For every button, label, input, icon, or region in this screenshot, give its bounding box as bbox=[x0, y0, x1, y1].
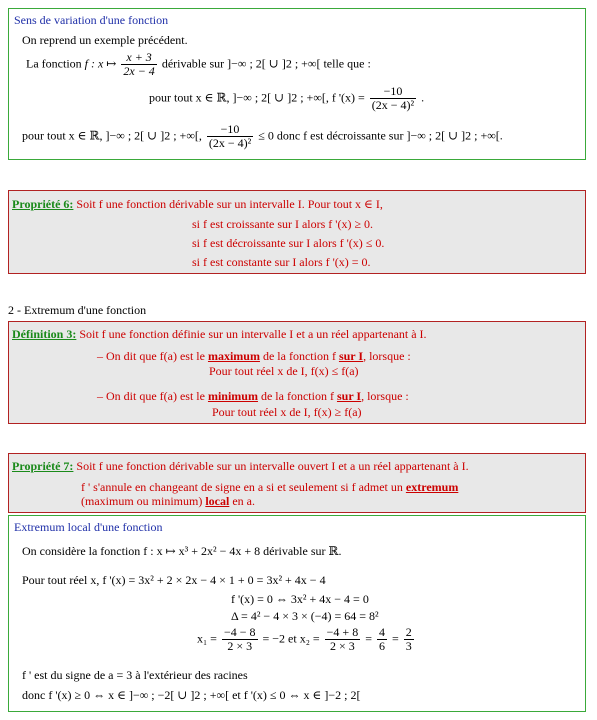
maximum-definition: – On dit que f(a) est le maximum de la fonction f sur I, lorsque : bbox=[97, 349, 411, 363]
property-7-box bbox=[8, 453, 586, 513]
property-6-item: si f est décroissante sur I alors f '(x) ≤ 0. bbox=[192, 236, 385, 250]
roots-line: x₁ = $\frac{-4 - 8}{2 \times 3}$ = −2 et x₂ = $\frac{-4 + 8}{2 \times 3}$ = $\frac{4}{6}$ = $\frac{2}{3}$ bbox=[197, 625, 412, 653]
section-2-title: 2 - Extremum d'une fonction bbox=[8, 303, 147, 317]
variation-section bbox=[8, 8, 586, 160]
property-6-item: si f est croissante sur I alors f '(x) ≥ 0. bbox=[192, 217, 374, 231]
property-7-statement: f ' s'annule en changeant de signe en a si et seulement si f admet un extremum bbox=[81, 480, 459, 494]
section-title: Extremum local d'une fonction bbox=[14, 520, 163, 534]
property-6-header: Propriété 6: Soit f une fonction dérivable sur un intervalle I. Pour tout x ∈ I, bbox=[12, 197, 383, 211]
definition-3-box bbox=[8, 321, 586, 424]
minimum-definition: – On dit que f(a) est le minimum de la fonction f sur I, lorsque : bbox=[97, 389, 409, 403]
property-6-item: si f est constante sur I alors f '(x) = 0. bbox=[192, 255, 371, 269]
property-7-statement-cont: (maximum ou minimum) local en a. bbox=[81, 494, 255, 508]
function-definition: La fonction f : x ↦ $\frac{x + 3}{2x - 4}$ dérivable sur ]−∞ ; 2[ ∪ ]2 ; +∞[ telle que : bbox=[26, 50, 371, 78]
derivative-line: pour tout x ∈ ℝ, ]−∞ ; 2[ ∪ ]2 ; +∞[, f '(x) = $\frac{-10}{\text{(2x − 4)²}}$ . bbox=[149, 84, 425, 112]
property-6-box bbox=[8, 190, 586, 274]
equation-line: f '(x) = 0 ⇔ 3x² + 4x − 4 = 0 bbox=[231, 592, 369, 606]
sign-conclusion: donc f '(x) ≥ 0 ⇔ x ∈ ]−∞ ; −2[ ∪ ]2 ; +∞[ et f '(x) ≤ 0 ⇔ x ∈ ]−2 ; 2[ bbox=[22, 688, 361, 702]
derivative-calc: Pour tout réel x, f '(x) = 3x² + 2 × 2x − 4 × 1 + 0 = 3x² + 4x − 4 bbox=[22, 573, 326, 587]
local-extremum-section bbox=[8, 515, 586, 712]
discriminant-line: Δ = 4² − 4 × 3 × (−4) = 64 = 8² bbox=[231, 609, 379, 623]
function-statement: On considère la fonction f : x ↦ x³ + 2x² − 4x + 8 dérivable sur ℝ. bbox=[22, 544, 342, 558]
sign-statement: f ' est du signe de a = 3 à l'extérieur des racines bbox=[22, 668, 248, 682]
conclusion-line: pour tout x ∈ ℝ, ]−∞ ; 2[ ∪ ]2 ; +∞[, $\frac{-10}{\text{(2x − 4)²}}$ ≤ 0 donc f est décroissante sur ]−∞ ; 2[ ∪ ]2 ; +∞[. bbox=[22, 122, 503, 150]
intro-text: On reprend un exemple précédent. bbox=[22, 33, 188, 47]
section-title: Sens de variation d'une fonction bbox=[14, 13, 169, 27]
maximum-condition: Pour tout réel x de I, f(x) ≤ f(a) bbox=[209, 364, 359, 378]
minimum-condition: Pour tout réel x de I, f(x) ≥ f(a) bbox=[212, 405, 362, 419]
property-7-header: Propriété 7: Soit f une fonction dérivable sur un intervalle ouvert I et a un réel appartenant à I. bbox=[12, 459, 469, 473]
definition-3-header: Définition 3: Soit f une fonction définie sur un intervalle I et a un réel appartenant à I. bbox=[12, 327, 427, 341]
